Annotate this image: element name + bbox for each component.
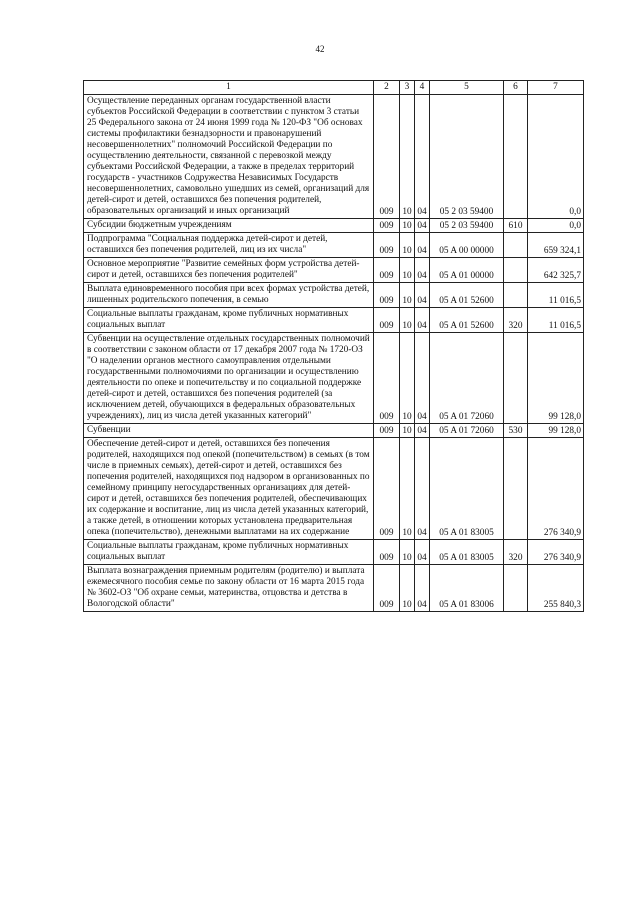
cell-amount: 99 128,0	[528, 424, 584, 438]
cell-amount: 99 128,0	[528, 333, 584, 424]
cell-expense-type	[504, 438, 528, 540]
cell-admin-code: 009	[374, 283, 400, 308]
cell-name: Социальные выплаты гражданам, кроме публичных нормативных социальных выплат	[84, 308, 374, 333]
cell-name: Выплата вознаграждения приемным родителям (родителю) и выплата ежемесячного пособия семье по закону области от 16 марта 2015 года № 3602-ОЗ "Об охране семьи, материнства, отцовства и детства в Вологодской области"	[84, 565, 374, 612]
table-row	[84, 424, 584, 438]
cell-name: Субвенции	[84, 424, 374, 438]
cell-admin-code: 009	[374, 333, 400, 424]
cell-name: Основное мероприятие "Развитие семейных форм устройства детей-сирот и детей, оставшихся без попечения родителей"	[84, 258, 374, 283]
cell-subsection: 04	[415, 283, 430, 308]
cell-expense-type	[504, 258, 528, 283]
cell-section: 10	[400, 540, 415, 565]
cell-expense-type: 530	[504, 424, 528, 438]
cell-amount: 276 340,9	[528, 540, 584, 565]
cell-subsection: 04	[415, 308, 430, 333]
header-cell: 1	[84, 81, 374, 95]
table-row	[84, 333, 584, 424]
header-cell: 2	[374, 81, 400, 95]
cell-section: 10	[400, 233, 415, 258]
table-row	[84, 283, 584, 308]
cell-admin-code: 009	[374, 308, 400, 333]
table-row	[84, 219, 584, 233]
table-row	[84, 258, 584, 283]
cell-section: 10	[400, 333, 415, 424]
header-cell: 5	[430, 81, 504, 95]
cell-name: Субсидии бюджетным учреждениям	[84, 219, 374, 233]
cell-section: 10	[400, 308, 415, 333]
header-cell: 6	[504, 81, 528, 95]
cell-target-article: 05 A 01 52600	[430, 308, 504, 333]
cell-target-article: 05 A 01 83006	[430, 565, 504, 612]
cell-subsection: 04	[415, 258, 430, 283]
cell-amount: 659 324,1	[528, 233, 584, 258]
table-row	[84, 308, 584, 333]
page-number: 42	[315, 44, 325, 54]
cell-section: 10	[400, 95, 415, 219]
cell-subsection: 04	[415, 219, 430, 233]
cell-subsection: 04	[415, 95, 430, 219]
table-row	[84, 540, 584, 565]
cell-section: 10	[400, 283, 415, 308]
cell-amount: 11 016,5	[528, 283, 584, 308]
cell-expense-type	[504, 95, 528, 219]
cell-target-article: 05 A 01 83005	[430, 540, 504, 565]
cell-name: Осуществление переданных органам государственной власти субъектов Российской Федерации в соответствии с пунктом 3 статьи 25 Федерального закона от 24 июня 1999 года № 120-ФЗ "Об основах системы профилактики безнадзорности и правонарушений несовершеннолетних" полномочий Российской Федерации по осуществлению деятельности, связанной с перевозкой между субъектами Российской Федерации, а также в пределах территорий государств - участников Содружества Независимых Государств несовершеннолетних, самовольно ушедших из семей, организаций для детей-сирот и детей, оставшихся без попечения родителей, образовательных организаций и иных организаций	[84, 95, 374, 219]
cell-section: 10	[400, 565, 415, 612]
cell-name: Выплата единовременного пособия при всех формах устройства детей, лишенных родительского попечения, в семью	[84, 283, 374, 308]
cell-expense-type: 320	[504, 308, 528, 333]
cell-target-article: 05 A 00 00000	[430, 233, 504, 258]
cell-section: 10	[400, 258, 415, 283]
cell-admin-code: 009	[374, 438, 400, 540]
cell-admin-code: 009	[374, 540, 400, 565]
cell-name: Субвенции на осуществление отдельных государственных полномочий в соответствии с законом области от 17 декабря 2007 года № 1720-ОЗ "О наделении органов местного самоуправления отдельными государственными полномочиями по организации и осуществлению деятельности по опеке и попечительству и по социальной поддержке детей-сирот и детей, оставшихся без попечения родителей (за исключением детей, обучающихся в федеральных образовательных учреждениях), лиц из числа детей указанных категорий"	[84, 333, 374, 424]
cell-target-article: 05 A 01 00000	[430, 258, 504, 283]
cell-target-article: 05 2 03 59400	[430, 219, 504, 233]
table-header-row	[84, 81, 584, 95]
cell-name: Обеспечение детей-сирот и детей, оставшихся без попечения родителей, находящихся под опекой (попечительством) в семьях (в том числе в приемных семьях), детей-сирот и детей, оставшихся без попечения родителей, находящихся под надзором в организованных по семейному принципу негосударственных организациях для детей-сирот и детей, оставшихся без попечения родителей, обеспечивающих их содержание и воспитание, лиц из числа детей указанных категорий, а также детей, в отношении которых установлена предварительная опека (попечительство), денежными выплатами на их содержание	[84, 438, 374, 540]
cell-section: 10	[400, 424, 415, 438]
cell-name: Подпрограмма "Социальная поддержка детей-сирот и детей, оставшихся без попечения родителей, лиц из их числа"	[84, 233, 374, 258]
cell-subsection: 04	[415, 438, 430, 540]
cell-amount: 255 840,3	[528, 565, 584, 612]
cell-target-article: 05 A 01 72060	[430, 424, 504, 438]
cell-amount: 642 325,7	[528, 258, 584, 283]
cell-admin-code: 009	[374, 95, 400, 219]
cell-subsection: 04	[415, 233, 430, 258]
cell-section: 10	[400, 219, 415, 233]
cell-expense-type	[504, 565, 528, 612]
cell-subsection: 04	[415, 565, 430, 612]
cell-expense-type: 610	[504, 219, 528, 233]
header-cell: 3	[400, 81, 415, 95]
cell-admin-code: 009	[374, 565, 400, 612]
cell-target-article: 05 A 01 83005	[430, 438, 504, 540]
table-row	[84, 233, 584, 258]
cell-name: Социальные выплаты гражданам, кроме публичных нормативных социальных выплат	[84, 540, 374, 565]
cell-expense-type: 320	[504, 540, 528, 565]
budget-table	[83, 80, 584, 612]
table-row	[84, 565, 584, 612]
cell-amount: 0,0	[528, 95, 584, 219]
table-row	[84, 438, 584, 540]
cell-target-article: 05 A 01 72060	[430, 333, 504, 424]
cell-expense-type	[504, 233, 528, 258]
header-cell: 7	[528, 81, 584, 95]
cell-admin-code: 009	[374, 219, 400, 233]
cell-admin-code: 009	[374, 258, 400, 283]
cell-amount: 11 016,5	[528, 308, 584, 333]
cell-admin-code: 009	[374, 233, 400, 258]
cell-subsection: 04	[415, 424, 430, 438]
cell-section: 10	[400, 438, 415, 540]
table-row	[84, 95, 584, 219]
cell-target-article: 05 A 01 52600	[430, 283, 504, 308]
cell-admin-code: 009	[374, 424, 400, 438]
cell-amount: 276 340,9	[528, 438, 584, 540]
cell-subsection: 04	[415, 333, 430, 424]
cell-subsection: 04	[415, 540, 430, 565]
cell-amount: 0,0	[528, 219, 584, 233]
cell-target-article: 05 2 03 59400	[430, 95, 504, 219]
header-cell: 4	[415, 81, 430, 95]
cell-expense-type	[504, 283, 528, 308]
cell-expense-type	[504, 333, 528, 424]
